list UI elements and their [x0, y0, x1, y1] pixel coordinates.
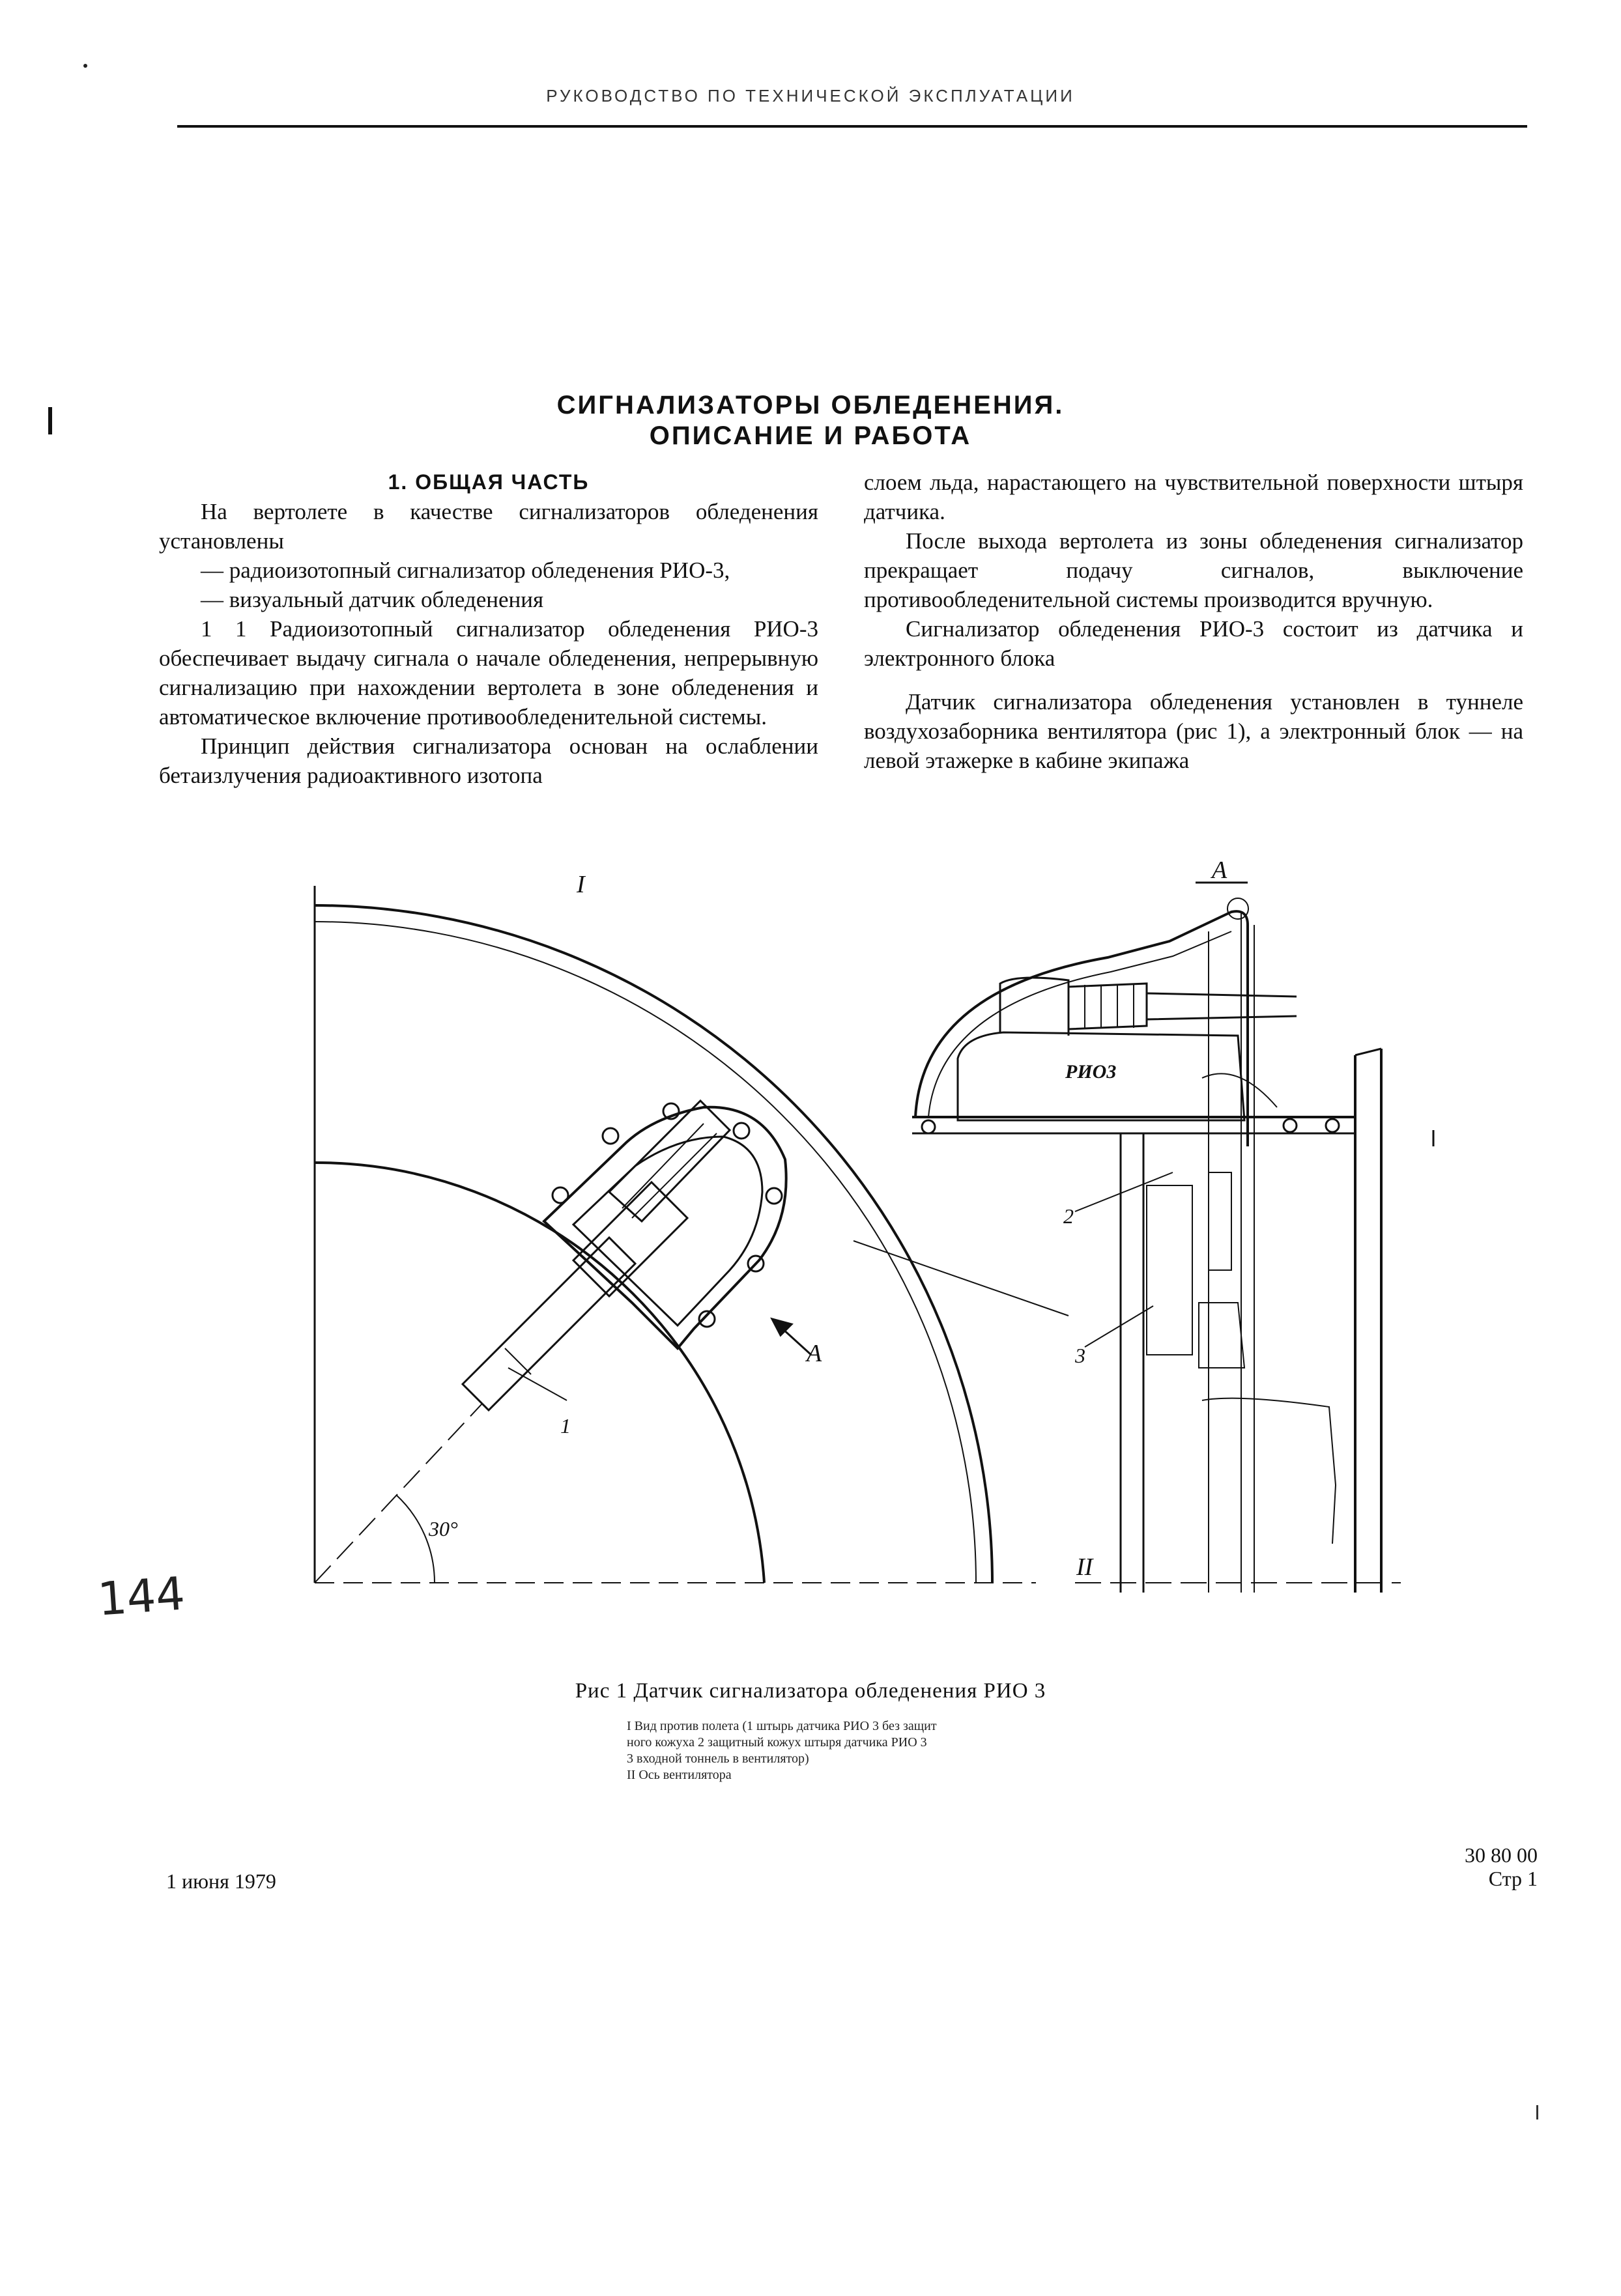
paragraph: После выхода вертолета из зоны обледенения сигнализатор прекращает подачу сигналов, выключение противообледенительной системы производится вручную.: [864, 528, 1523, 612]
running-header: РУКОВОДСТВО ПО ТЕХНИЧЕСКОЙ ЭКСПЛУАТАЦИИ: [546, 86, 1075, 106]
figure-legend: [627, 1718, 1174, 1783]
label-view-A: A: [1212, 857, 1227, 884]
paragraph: слоем льда, нарастающего на чувствительной поверхности штыря датчика.: [864, 470, 1523, 524]
paragraph: На вертолете в качестве сигнализаторов обледенения установлены: [159, 499, 818, 554]
list-item: — визуальный датчик обледенения: [201, 587, 544, 612]
view-I-fan-face: [315, 886, 1069, 1583]
label-view-II: II: [1076, 1553, 1093, 1581]
handwritten-margin-note: 144: [96, 1566, 187, 1626]
legend-line: 3 входной тоннель в вентилятор): [627, 1751, 809, 1766]
label-part-2: 2: [1063, 1204, 1074, 1228]
legend-line: II Ось вентилятора: [627, 1768, 732, 1782]
label-part-1: 1: [560, 1414, 571, 1438]
paragraph: Сигнализатор обледенения РИО-3 состоит из датчика и электронного блока: [864, 616, 1523, 671]
footer-ref: [1420, 1843, 1538, 1890]
page-title-line2: ОПИСАНИЕ И РАБОТА: [649, 421, 972, 450]
footer-date: 1 июня 1979: [166, 1869, 276, 1893]
legend-line: I Вид против полета (1 штырь датчика РИО 3 без защит: [627, 1719, 937, 1733]
paragraph: 1 1 Радиоизотопный сигнализатор обледенения РИО-3 обеспечивает выдачу сигнала о начале обледенения, непрерывную сигнализацию при нахождении вертолета в зоне обледенения и автоматическое включение противообледенительной системы.: [159, 616, 818, 730]
section-heading: 1. ОБЩАЯ ЧАСТЬ: [388, 470, 590, 494]
label-angle: 30°: [429, 1517, 458, 1540]
list-item: — радиоизотопный сигнализатор обледенения РИО-3,: [201, 558, 730, 583]
paragraph: Датчик сигнализатора обледенения установлен в туннеле воздухозаборника вентилятора (рис 1), а электронный блок — на левой этажерке в кабине экипажа: [864, 689, 1523, 773]
page-title-line1: СИГНАЛИЗАТОРЫ ОБЛЕДЕНЕНИЯ.: [556, 391, 1065, 419]
paragraph: Принцип действия сигнализатора основан на ослаблении бетаизлучения радиоактивного изотопа: [159, 733, 818, 788]
label-part-3: 3: [1075, 1344, 1085, 1367]
label-view-I: I: [577, 871, 585, 898]
view-A-side-section: [912, 883, 1433, 1593]
legend-line: ного кожуха 2 защитный кожух штыря датчика РИО 3: [627, 1735, 927, 1750]
figure-caption: Рис 1 Датчик сигнализатора обледенения РИО 3: [575, 1679, 1046, 1703]
doc-code: 30 80 00: [1465, 1843, 1538, 1867]
label-arrow-A: A: [807, 1340, 822, 1367]
label-block: РИО3: [1065, 1061, 1117, 1083]
page-number: Стр 1: [1488, 1867, 1538, 1890]
